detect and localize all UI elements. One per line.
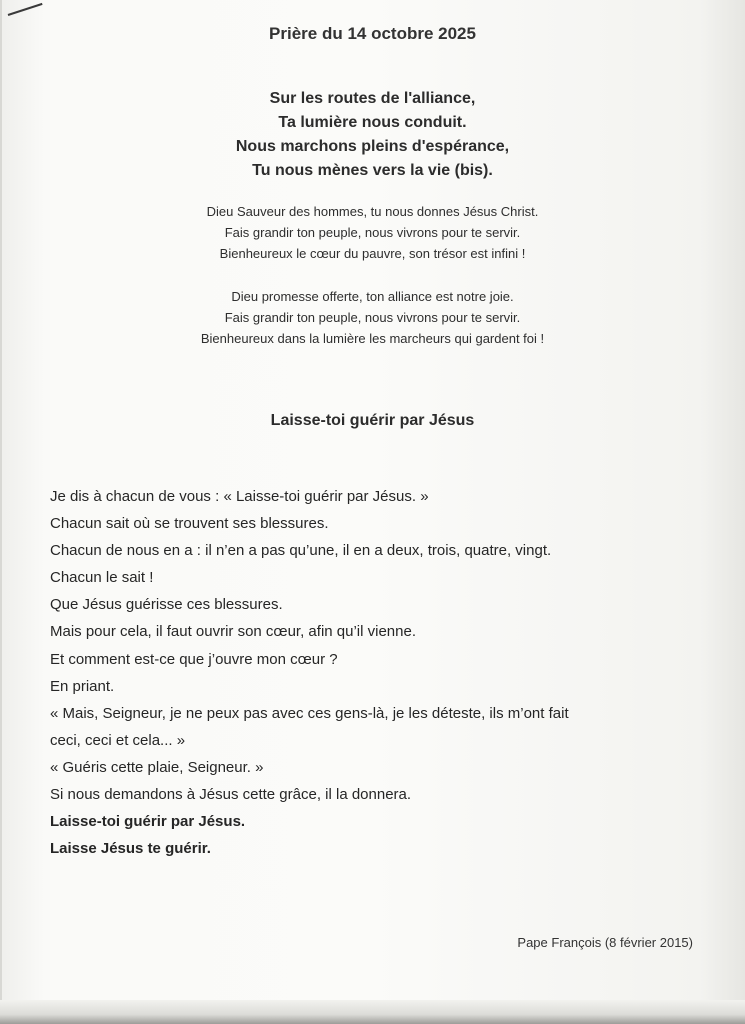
meditation-line: « Guéris cette plaie, Seigneur. »	[50, 758, 264, 776]
page-title: Prière du 14 octobre 2025	[269, 24, 476, 43]
refrain-line: Sur les routes de l'alliance,	[269, 90, 476, 107]
stanza-line: Bienheureux le cœur du pauvre, son trésor est infini !	[219, 246, 526, 261]
stanza-1	[0, 201, 745, 264]
pen-mark	[8, 3, 43, 16]
meditation-line: Et comment est-ce que j’ouvre mon cœur ?	[50, 650, 338, 668]
meditation-line: Mais pour cela, il faut ouvrir son cœur, afin qu’il vienne.	[50, 623, 416, 641]
meditation-line: En priant.	[50, 677, 115, 695]
stanza-line: Dieu Sauveur des hommes, tu nous donnes Jésus Christ.	[206, 204, 539, 219]
refrain	[0, 87, 745, 183]
meditation-line: Laisse-toi guérir par Jésus.	[50, 813, 246, 831]
meditation-text	[50, 483, 710, 862]
refrain-line: Ta lumière nous conduit.	[278, 114, 467, 131]
stanza-line: Dieu promesse offerte, ton alliance est notre joie.	[231, 289, 514, 304]
stanza-line: Bienheureux dans la lumière les marcheurs qui gardent foi !	[200, 331, 545, 346]
meditation-line: ceci, ceci et cela... »	[50, 731, 186, 749]
section-title: Laisse-toi guérir par Jésus	[270, 412, 475, 429]
refrain-line: Nous marchons pleins d'espérance,	[235, 138, 510, 155]
meditation-line: Chacun sait où se trouvent ses blessures.	[50, 515, 329, 533]
stanza-2	[0, 286, 745, 349]
meditation-line: Je dis à chacun de vous : « Laisse-toi guérir par Jésus. »	[50, 488, 429, 505]
refrain-line: Tu nous mènes vers la vie (bis).	[252, 162, 493, 179]
meditation-line: Laisse Jésus te guérir.	[50, 840, 211, 858]
meditation-line: Chacun le sait !	[50, 569, 154, 587]
meditation-line: Si nous demandons à Jésus cette grâce, il la donnera.	[50, 786, 412, 804]
meditation-line: « Mais, Seigneur, je ne peux pas avec ces gens-là, je les déteste, ils m’ont fait	[50, 704, 569, 722]
meditation-line: Que Jésus guérisse ces blessures.	[50, 596, 283, 614]
signature: Pape François (8 février 2015)	[517, 935, 693, 950]
meditation-line: Chacun de nous en a : il n’en a pas qu’une, il en a deux, trois, quatre, vingt.	[50, 542, 552, 560]
page-bottom-edge	[0, 1000, 745, 1024]
stanza-line: Fais grandir ton peuple, nous vivrons pour te servir.	[224, 225, 521, 240]
stanza-line: Fais grandir ton peuple, nous vivrons pour te servir.	[224, 310, 521, 325]
